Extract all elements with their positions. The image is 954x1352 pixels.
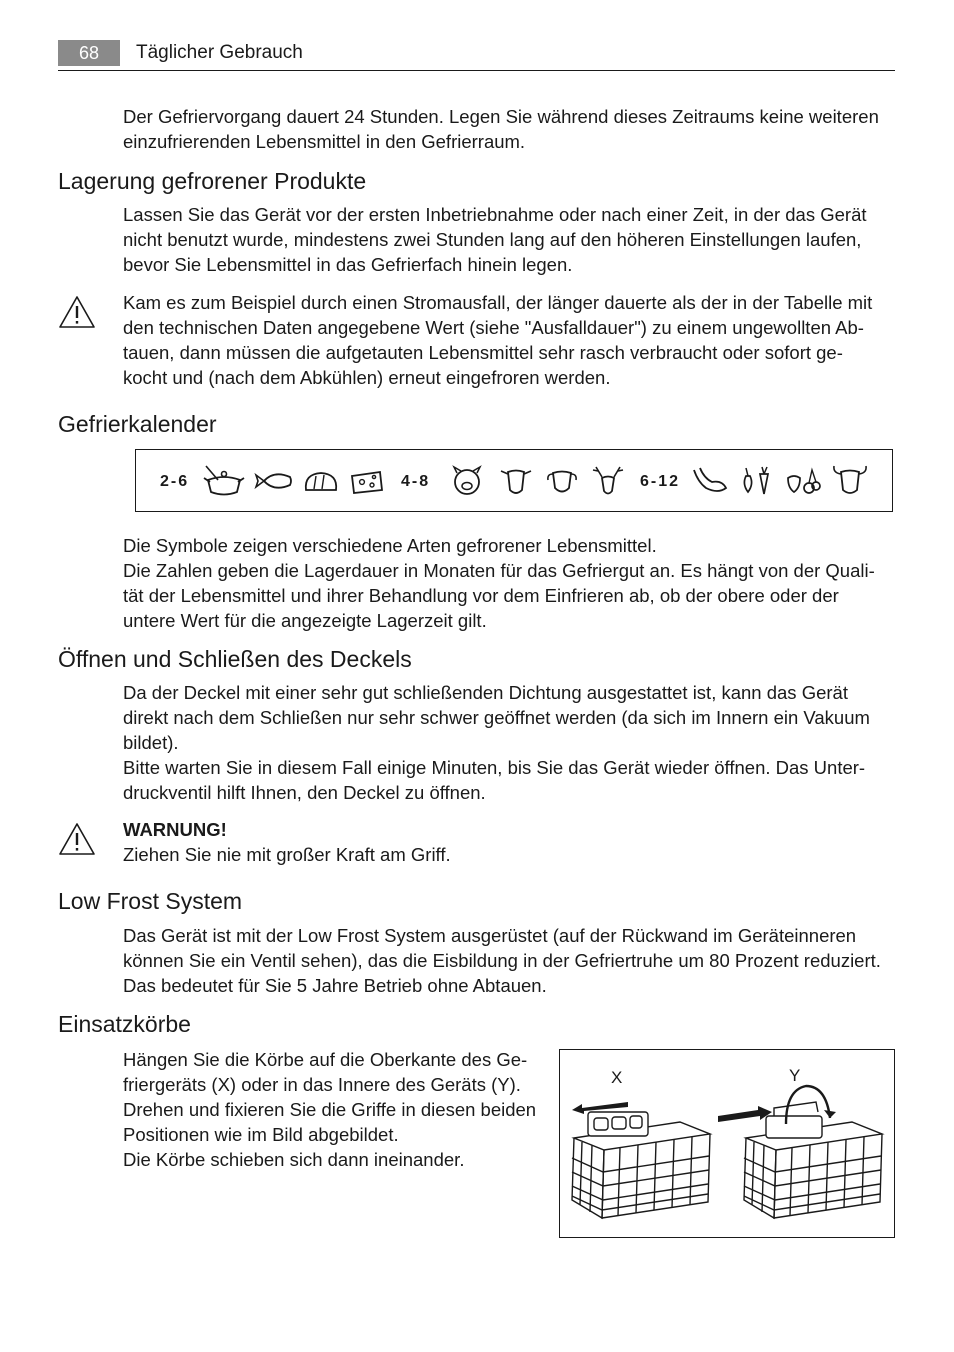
basket-illustration [560,1050,894,1237]
warning-title: WARNUNG! [123,819,227,840]
storage-paragraph [123,202,895,277]
storage-range-label: 4-8 [401,473,431,490]
text-line: Lassen Sie das Gerät vor der ersten Inbetriebnahme oder nach einer Zeit, in der das Gerät [123,204,867,225]
lowfrost-heading: Low Frost System [58,888,243,914]
text-line: Positionen wie im Bild abgebildet. [123,1124,399,1145]
page-number: 68 [58,40,120,66]
text-line: friergeräts (X) oder in das Innere des Geräts (Y). [123,1074,521,1095]
text-line: direkt nach dem Schließen nur sehr schwer geöffnet werden (da sich im Innern ein Vakuum [123,707,870,728]
text-line: Drehen und fixieren Sie die Griffe in diesen beiden [123,1099,537,1120]
text-line: nicht benutzt wurde, mindestens zwei Stunden lang auf den höheren Einstellungen laufen, [123,229,862,250]
vegetables-icon [738,464,774,498]
figure-label-y: Y [789,1066,801,1085]
warning-triangle-icon [58,295,96,329]
text-line: Das bedeutet für Sie 5 Jahre Betrieb ohne Abtauen. [123,975,547,996]
text-line: Die Körbe schieben sich dann ineinander. [123,1149,465,1170]
calf-icon [498,464,534,498]
text-line: bevor Sie Lebensmittel in das Gefrierfach hinein legen. [123,254,573,275]
storage-warning-paragraph [123,290,895,390]
push-in-arrow-icon [718,1106,772,1122]
baskets-paragraph [123,1047,553,1172]
baskets-heading: Einsatzkörbe [58,1011,191,1037]
storage-heading: Lagerung gefrorener Produkte [58,168,367,194]
text-line: tät der Lebensmittel und ihrer Behandlung vor dem Einfrieren ab, ob der obere oder der [123,585,839,606]
storage-range-label: 6-12 [640,473,681,490]
sheep-icon [544,464,580,498]
text-line: Da der Deckel mit einer sehr gut schließenden Dichtung ausgestattet ist, kann das Gerät [123,682,848,703]
pig-icon [449,464,485,498]
text-line: tauen, dann müssen die aufgetauten Lebensmittel sehr rasch verbraucht oder sofort ge- [123,342,843,363]
freezing-calendar [135,449,893,512]
poultry-icon [690,464,730,498]
lid-heading: Öffnen und Schließen des Deckels [58,646,412,672]
lid-paragraph [123,680,895,805]
text-line: Hängen Sie die Körbe auf die Oberkante des Ge- [123,1049,528,1070]
warning-triangle-icon [58,822,96,856]
text-line: bildet). [123,732,179,753]
soup-pot-icon [202,464,246,498]
header-divider [58,70,895,71]
text-line: Die Symbole zeigen verschiedene Arten gefrorener Lebensmittel. [123,535,657,556]
text-line: kocht und (nach dem Abkühlen) erneut eingefroren werden. [123,367,611,388]
figure-label-x: X [611,1068,623,1087]
header-title: Täglicher Gebrauch [136,42,303,63]
text-line: können Sie ein Ventil sehen), das die Eisbildung in der Gefriertruhe um 80 Prozent reduziert. [123,950,881,971]
text-line: den technischen Daten angegebene Wert (siehe "Ausfalldauer") zu einem ungewollten Ab- [123,317,864,338]
warning-text: Ziehen Sie nie mit großer Kraft am Griff. [123,844,451,865]
calendar-paragraph [123,533,895,633]
lowfrost-paragraph [123,923,895,998]
text-line: Bitte warten Sie in diesem Fall einige Minuten, bis Sie das Gerät wieder öffnen. Das Unter- [123,757,866,778]
beef-icon [830,464,870,498]
basket-y-icon [744,1086,882,1218]
text-line: Die Zahlen geben die Lagerdauer in Monaten für das Gefriergut an. Es hängt von der Quali- [123,560,875,581]
intro-paragraph [123,104,895,154]
fish-icon [254,464,294,498]
deer-icon [590,464,626,498]
text-line: Das Gerät ist mit der Low Frost System ausgerüstet (auf der Rückwand im Geräteinneren [123,925,857,946]
basket-x-icon [572,1112,710,1218]
text-line: Der Gefriervorgang dauert 24 Stunden. Legen Sie während dieses Zeitraums keine weiteren [123,106,879,127]
text-line: einzufrierenden Lebensmittel in den Gefrierraum. [123,131,526,152]
text-line: druckventil hilft Ihnen, den Deckel zu öffnen. [123,782,486,803]
text-line: untere Wert für die angezeigte Lagerzeit gilt. [123,610,487,631]
rotate-arrow-icon [824,1110,836,1118]
storage-range-label: 2-6 [160,473,190,490]
bread-icon [302,464,340,498]
calendar-heading: Gefrierkalender [58,411,217,437]
lid-warning [123,817,895,867]
text-line: Kam es zum Beispiel durch einen Stromausfall, der länger dauerte als der in der Tabelle mit [123,292,873,313]
fruit-icon [784,464,822,498]
cheese-icon [348,464,386,498]
basket-figure [559,1049,895,1238]
